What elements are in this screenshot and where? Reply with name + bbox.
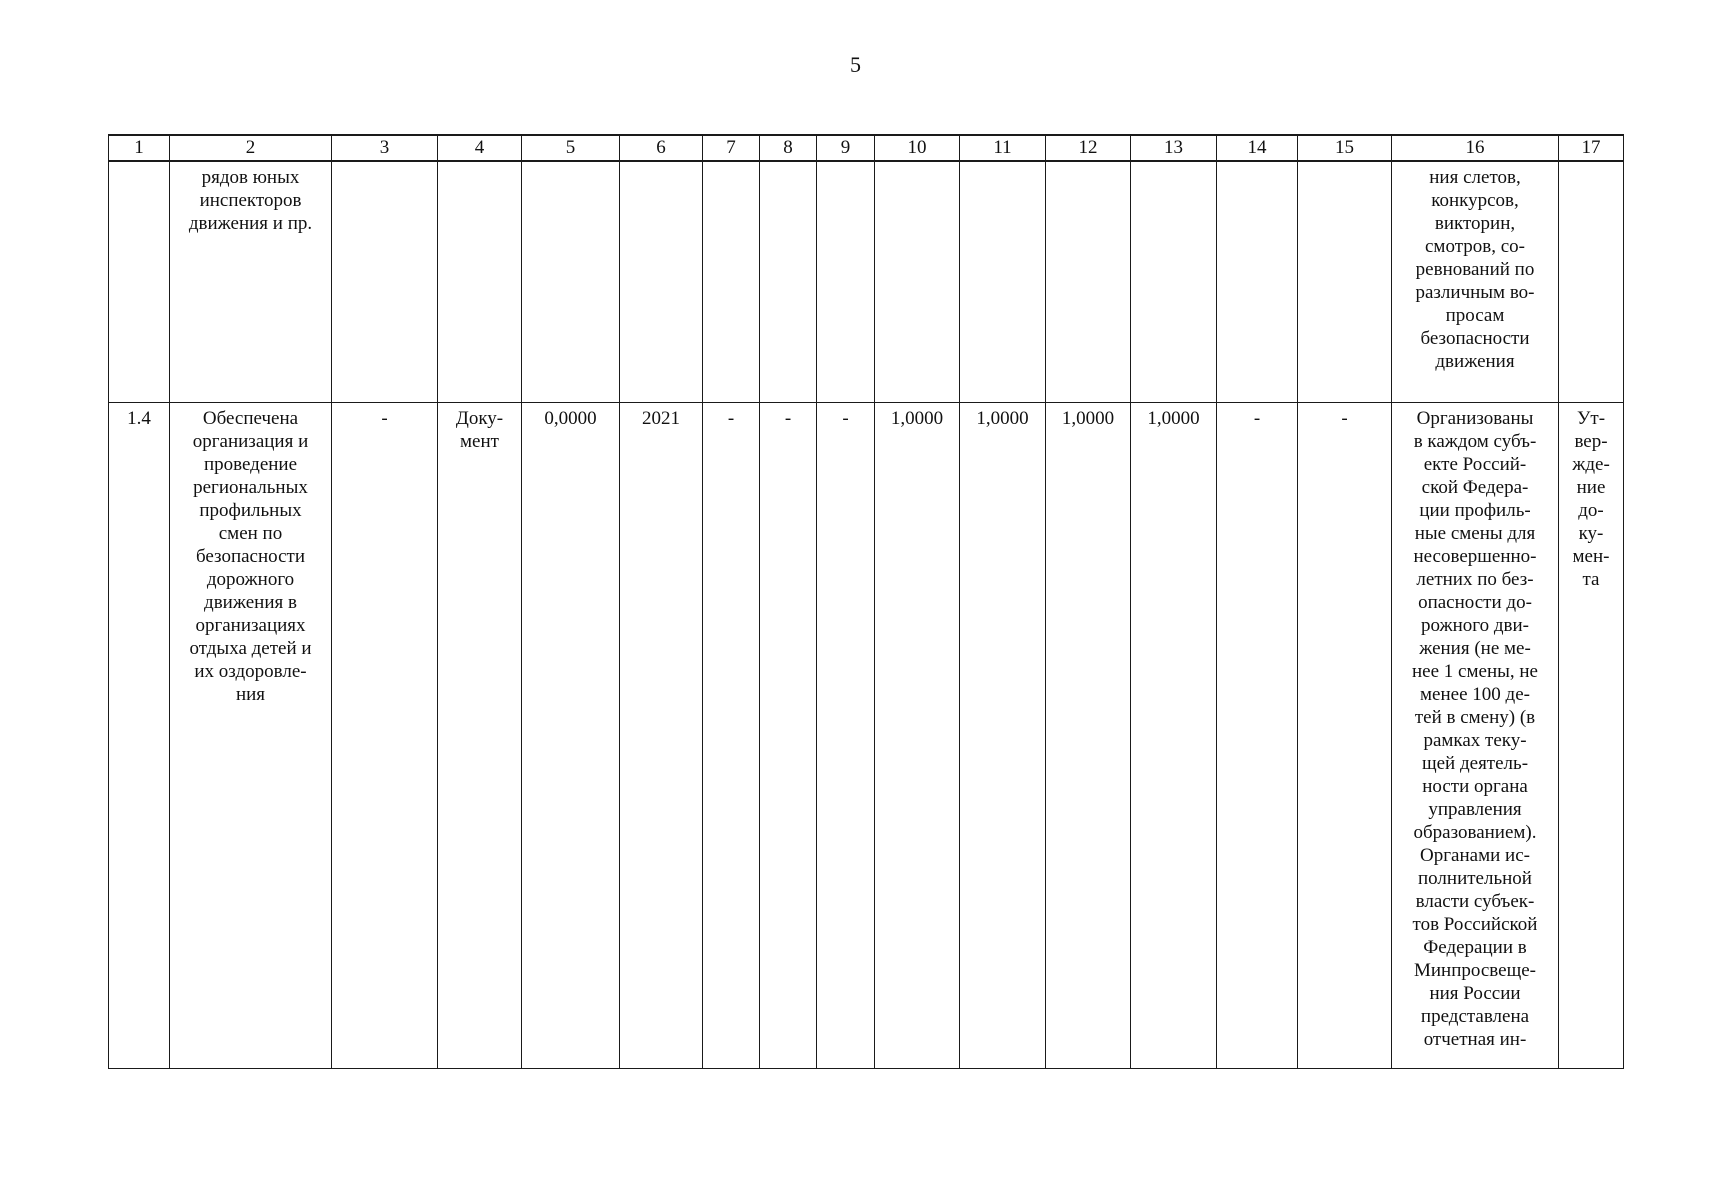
table-cell: - [1217, 403, 1298, 1069]
table-cell: Ут- вер- жде- ние до- ку- мен- та [1559, 403, 1624, 1069]
column-header-15: 15 [1298, 135, 1392, 161]
table-cell: Доку- мент [438, 403, 522, 1069]
column-header-14: 14 [1217, 135, 1298, 161]
table-cell: 1.4 [109, 403, 170, 1069]
page-number: 5 [850, 52, 861, 77]
column-header-11: 11 [960, 135, 1046, 161]
column-header-3: 3 [332, 135, 438, 161]
table-cell: 0,0000 [522, 403, 620, 1069]
column-header-4: 4 [438, 135, 522, 161]
table-cell: 1,0000 [960, 403, 1046, 1069]
column-header-2: 2 [170, 135, 332, 161]
column-header-12: 12 [1046, 135, 1131, 161]
table-cell: 1,0000 [1046, 403, 1131, 1069]
column-header-7: 7 [703, 135, 760, 161]
table-cell [1131, 161, 1217, 403]
table-cell: - [760, 403, 817, 1069]
table-cell [332, 161, 438, 403]
table-cell [109, 161, 170, 403]
document-table [108, 134, 1624, 1069]
table-cell: - [1298, 403, 1392, 1069]
column-header-9: 9 [817, 135, 875, 161]
column-header-17: 17 [1559, 135, 1624, 161]
table-row-1-4 [109, 403, 1624, 1069]
header-row [109, 135, 1624, 161]
table-cell: - [817, 403, 875, 1069]
table-cell: Организованы в каждом субъ- екте Россий- ской Федера- ции профиль- ные смены для несовершенно- летних по без- опасности до- рожного дви- жения (не ме- нее 1 смены, не менее 100 де- тей в смену) (в рамках теку- щей деятель- ности органа управления образованием). Органами ис- полнительной власти субъек- тов Российской Федерации в Минпросвеще- ния России представлена отчетная ин- [1392, 403, 1559, 1069]
table-cell [960, 161, 1046, 403]
column-header-6: 6 [620, 135, 703, 161]
table-cell: - [332, 403, 438, 1069]
column-header-10: 10 [875, 135, 960, 161]
table-cell: ния слетов, конкурсов, викторин, смотров, со- ревнований по различным во- просам безопасности движения [1392, 161, 1559, 403]
column-header-5: 5 [522, 135, 620, 161]
table-cell: Обеспечена организация и проведение региональных профильных смен по безопасности дорожного движения в организациях отдыха детей и их оздоровле- ния [170, 403, 332, 1069]
table-cell [817, 161, 875, 403]
table-cell [620, 161, 703, 403]
table-cell: 1,0000 [1131, 403, 1217, 1069]
column-header-8: 8 [760, 135, 817, 161]
column-header-13: 13 [1131, 135, 1217, 161]
table-cell: - [703, 403, 760, 1069]
column-header-1: 1 [109, 135, 170, 161]
table-cell [703, 161, 760, 403]
table-cell [760, 161, 817, 403]
table-cell [1298, 161, 1392, 403]
table-cell [522, 161, 620, 403]
table-cell: 1,0000 [875, 403, 960, 1069]
column-header-16: 16 [1392, 135, 1559, 161]
table-cell [1046, 161, 1131, 403]
table-cell [1217, 161, 1298, 403]
table-cell [1559, 161, 1624, 403]
table-cell: 2021 [620, 403, 703, 1069]
table-cell [438, 161, 522, 403]
table-cell: рядов юных инспекторов движения и пр. [170, 161, 332, 403]
table-row-continuation [109, 161, 1624, 403]
table-cell [875, 161, 960, 403]
